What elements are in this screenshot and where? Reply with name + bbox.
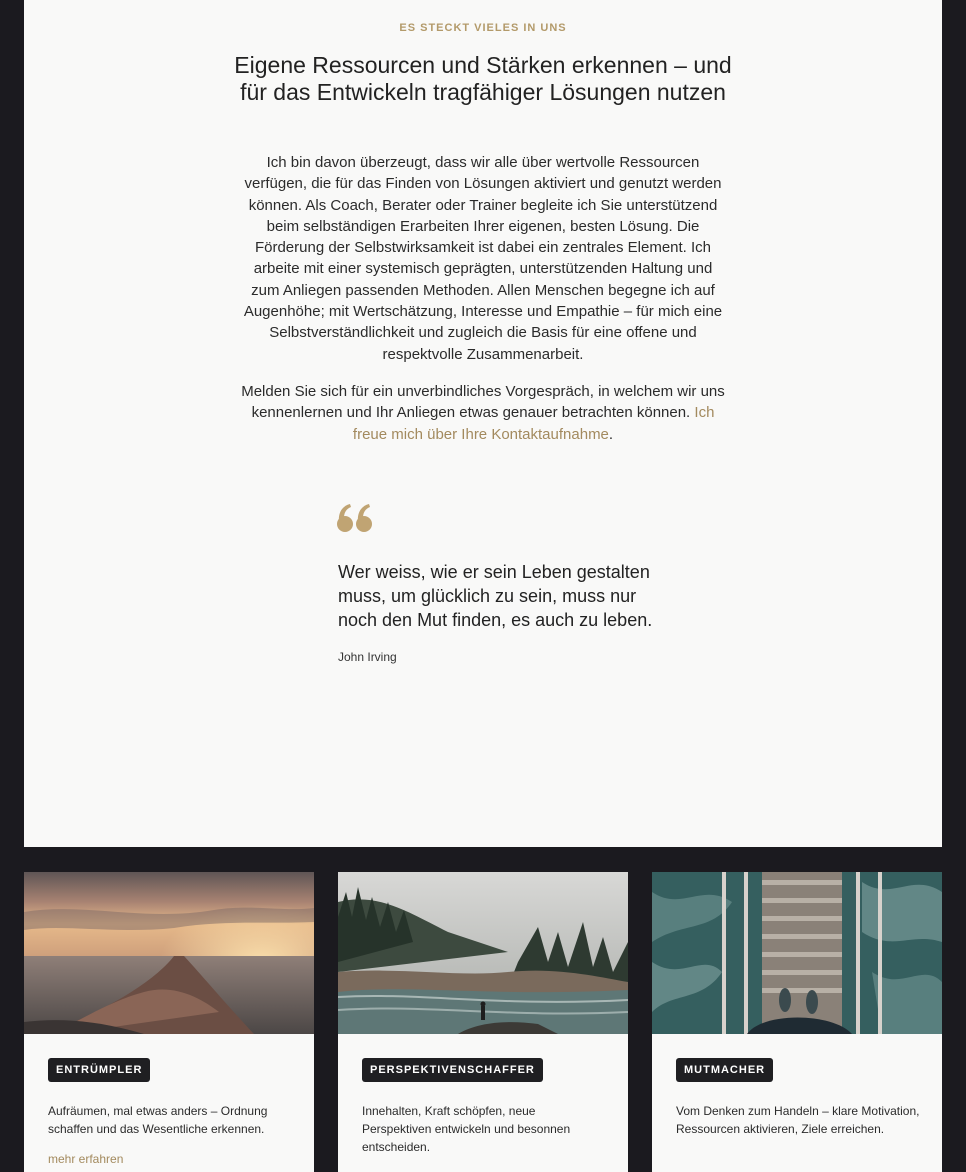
card-perspektivenschaffer [338, 872, 628, 1172]
card-description: Vom Denken zum Handeln – klare Motivation, Ressourcen aktivieren, Ziele erreichen. [676, 1104, 920, 1136]
intro-section [24, 0, 942, 847]
intro-paragraph: Ich bin davon überzeugt, dass wir alle über wertvolle Ressourcen verfügen, die für das Finden von Lösungen aktiviert und genutzt werden können. Als Coach, Berater oder Trainer begleite ich Sie unterstützend beim selbständigen Erarbeiten Ihrer eigenen, besten Lösung. Die Förderung der Selbstwirksamkeit ist dabei ein zentrales Element. Ich arbeite mit einer systemisch geprägten, unterstützenden Haltung und zum Anliegen passenden Methoden. Allen Menschen begegne ich auf Augenhöhe; mit Wertschätzung, Interesse und Empathie – für mich eine Selbstverständlichkeit und zugleich die Basis für eine offene und respektvolle Zusammenarbeit. [243, 154, 723, 363]
contact-paragraph-end: . [608, 425, 614, 443]
jetty-sunset-image [24, 872, 314, 1034]
card-tag[interactable]: PERSPEKTIVENSCHAFFER [362, 1058, 543, 1082]
contact-paragraph-text: Melden Sie sich für ein unverbindliches Vorgespräch, in welchem wir uns kennenlernen und Ihr Anliegen etwas genauer betrachten können. [241, 383, 725, 422]
contact-paragraph [238, 381, 728, 445]
quote-author: John Irving [338, 650, 397, 664]
contact-link[interactable]: Ich freue mich über Ihre Kontaktaufnahme [352, 404, 715, 443]
card-entruempler [24, 872, 314, 1172]
rope-bridge-image [652, 872, 942, 1034]
section-eyebrow: ES STECKT VIELES IN UNS [399, 22, 567, 34]
card-description: Innehalten, Kraft schöpfen, neue Perspektiven entwickeln und besonnen entscheiden. [362, 1104, 571, 1154]
quote-mark-icon [336, 500, 376, 536]
quote-text: Wer weiss, wie er sein Leben gestalten muss, um glücklich zu sein, muss nur noch den Mut finden, es auch zu leben. [338, 562, 653, 630]
card-mutmacher [652, 872, 942, 1172]
section-headline: Eigene Ressourcen und Stärken erkennen – und für das Entwickeln tragfähiger Lösungen nutzen [234, 52, 732, 105]
forest-river-image [338, 872, 628, 1034]
card-tag[interactable]: MUTMACHER [676, 1058, 773, 1082]
card-tag[interactable]: ENTRÜMPLER [48, 1058, 150, 1082]
card-description: Aufräumen, mal etwas anders – Ordnung schaffen und das Wesentliche erkennen. [48, 1104, 268, 1136]
card-more-link[interactable]: mehr erfahren [48, 1152, 124, 1166]
